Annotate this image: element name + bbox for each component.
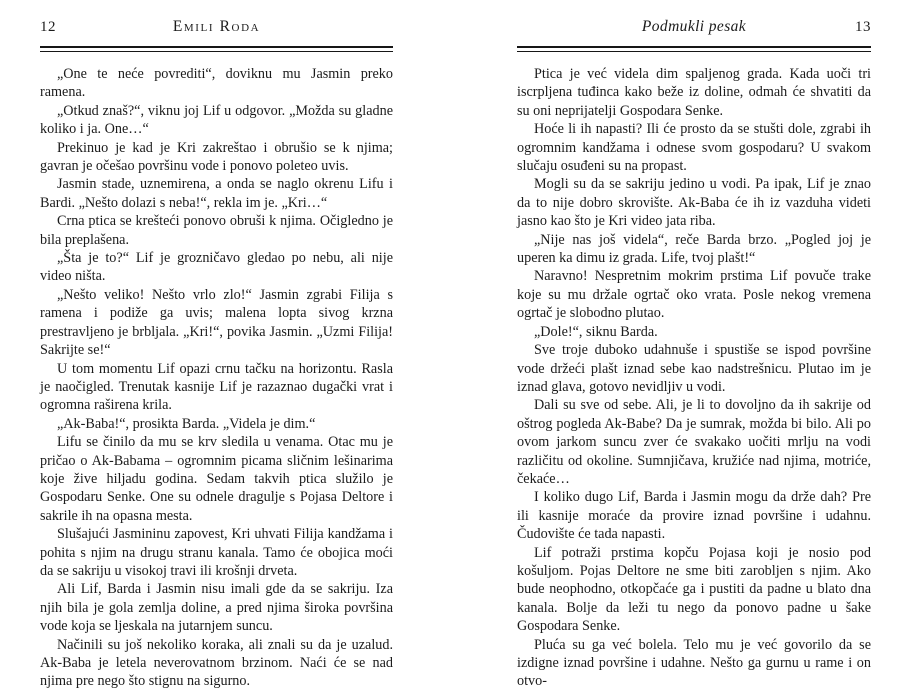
paragraph: Slušajući Jasmininu zapovest, Kri uhvati Filija kandžama i pohita s njim na drugu stranu kanala. Tamo će obojica moći da se sakriju u visokoj travi ili krošnji drveta. bbox=[40, 526, 393, 579]
page-number-left: 12 bbox=[40, 19, 56, 35]
paragraph: Lifu se činilo da mu se krv sledila u venama. Otac mu je pričao o Ak-Babama – ogromnim picama sličnim lešinarima koje žive hiljadu godina. Sedam takvih ptica služilo je Gospodaru Senke. One su odnele dragulje s Pojasa Deltore i sakrile ih na opasna mesta. bbox=[40, 434, 393, 524]
page-left bbox=[40, 18, 393, 691]
running-header-left: Emili Roda bbox=[172, 18, 261, 35]
paragraph: Pluća su ga već bolela. Telo mu je već govorilo da se izdigne iznad površine i udahne. Nešto ga gurnu u rame i on otvo- bbox=[517, 636, 871, 690]
header-rule-right bbox=[517, 46, 871, 52]
page-left-header bbox=[40, 18, 393, 44]
paragraph: „Šta je to?“ Lif je grozničavo gledao po nebu, ali nije video ništa. bbox=[40, 250, 393, 285]
running-header-right: Podmukli pesak bbox=[641, 18, 747, 35]
paragraph: „Otkud znaš?“, viknu joj Lif u odgovor. „Možda su gladne koliko i ja. One…“ bbox=[40, 102, 393, 138]
paragraph: Hoće li ih napasti? Ili će prosto da se stušti dole, zgrabi ih ogromnim kandžama i odnese svom gospodaru? U svakom slučaju osuđeni su na propast. bbox=[517, 121, 871, 175]
paragraph: Ali Lif, Barda i Jasmin nisu imali gde da se sakriju. Iza njih bila je gola zemlja doline, a pred njima široka površina vode koja se ljeskala na jutarnjem suncu. bbox=[40, 581, 393, 635]
header-rule-left bbox=[40, 46, 393, 52]
paragraph: Prekinuo je kad je Kri zakreštao i obrušio se k njima; gavran je očešao površinu vode i ponovo poleteo uvis. bbox=[40, 139, 393, 175]
paragraph: „Nije nas još videla“, reče Barda brzo. „Pogled joj je uperen ka dimu iz grada. Life, tvoj plašt!“ bbox=[517, 231, 871, 267]
page-right bbox=[517, 18, 871, 691]
body-text-left bbox=[40, 65, 393, 691]
paragraph: „Dole!“, siknu Barda. bbox=[534, 323, 658, 340]
paragraph: Ptica je već videla dim spaljenog grada. Kada uoči tri iscrpljena tuđinca kako beže iz doline, odmah će shvatiti da su oni neprijatelji Gospodara Senke. bbox=[517, 66, 871, 119]
paragraph: Naravno! Nespretnim mokrim prstima Lif povuče trake koje su mu držale ogrtač oko vrata. Posle nekog vremena ogrtač je slobodno plutao. bbox=[517, 268, 871, 322]
paragraph: Lif potraži prstima kopču Pojasa koji je nosio pod košuljom. Pojas Deltore ne sme biti zarobljen s njim. Ako bude neophodno, otkopčaće ga i pustiti da padne u blato dna kanala. Bolje da leži tu nego da ponovo padne u šake Gospodara Senke. bbox=[517, 544, 871, 635]
body-text-right bbox=[517, 65, 871, 691]
paragraph: „Ak-Baba!“, prosikta Barda. „Videla je dim.“ bbox=[57, 415, 316, 432]
paragraph: I koliko dugo Lif, Barda i Jasmin mogu da drže dah? Pre ili kasnije moraće da provire iznad površine i udahnu. Čudovište će tada napasti. bbox=[517, 489, 871, 543]
paragraph: Dali su sve od sebe. Ali, je li to dovoljno da ih sakrije od oštrog pogleda Ak-Babe? Da je sumrak, možda bi bilo. Ali po ovom jarkom suncu zver će svakako uočiti mrlju na vodi različitu od okoline. Sumnjičava, kružiće nad njima, motriće, čekaće… bbox=[517, 397, 871, 487]
paragraph: Sve troje duboko udahnuše i spustiše se ispod površine vode držeći plašt iznad sebe kao nadstrešnicu. Plutao im je iznad glava, gotovo nevidljiv u vodi. bbox=[517, 342, 871, 395]
paragraph: Mogli su da se sakriju jedino u vodi. Pa ipak, Lif je znao da to nije dobro skrovište. Ak-Baba će ih iz vazduha videti jasno kao što je Kri video jata riba. bbox=[517, 176, 871, 230]
paragraph: Crna ptica se krešteći ponovo obruši k njima. Očigledno je bila preplašena. bbox=[40, 213, 393, 248]
page-right-header bbox=[517, 18, 871, 44]
paragraph: Jasmin stade, uznemirena, a onda se naglo okrenu Lifu i Bardi. „Nešto dolazi s neba!“, rekla im je. „Kri…“ bbox=[40, 176, 393, 211]
paragraph: „One te neće povrediti“, doviknu mu Jasmin preko ramena. bbox=[40, 66, 393, 101]
page-number-right: 13 bbox=[855, 19, 871, 35]
paragraph: U tom momentu Lif opazi crnu tačku na horizontu. Rasla je naočigled. Trenutak kasnije Lif je razaznao dugački vrat i ogromna raširena krila. bbox=[40, 360, 393, 414]
paragraph: Načinili su još nekoliko koraka, ali znali su da je uzalud. Ak-Baba je letela neverovatnom brzinom. Naći će se nad njima pre nego što stignu na sigurno. bbox=[40, 636, 393, 690]
paragraph: „Nešto veliko! Nešto vrlo zlo!“ Jasmin zgrabi Filija s ramena i podiže ga uvis; malena lopta sivog krzna prestravljeno je brbljala. „Kri!“, povika Jasmin. „Uzmi Filija! Sakrijte se!“ bbox=[40, 286, 393, 359]
